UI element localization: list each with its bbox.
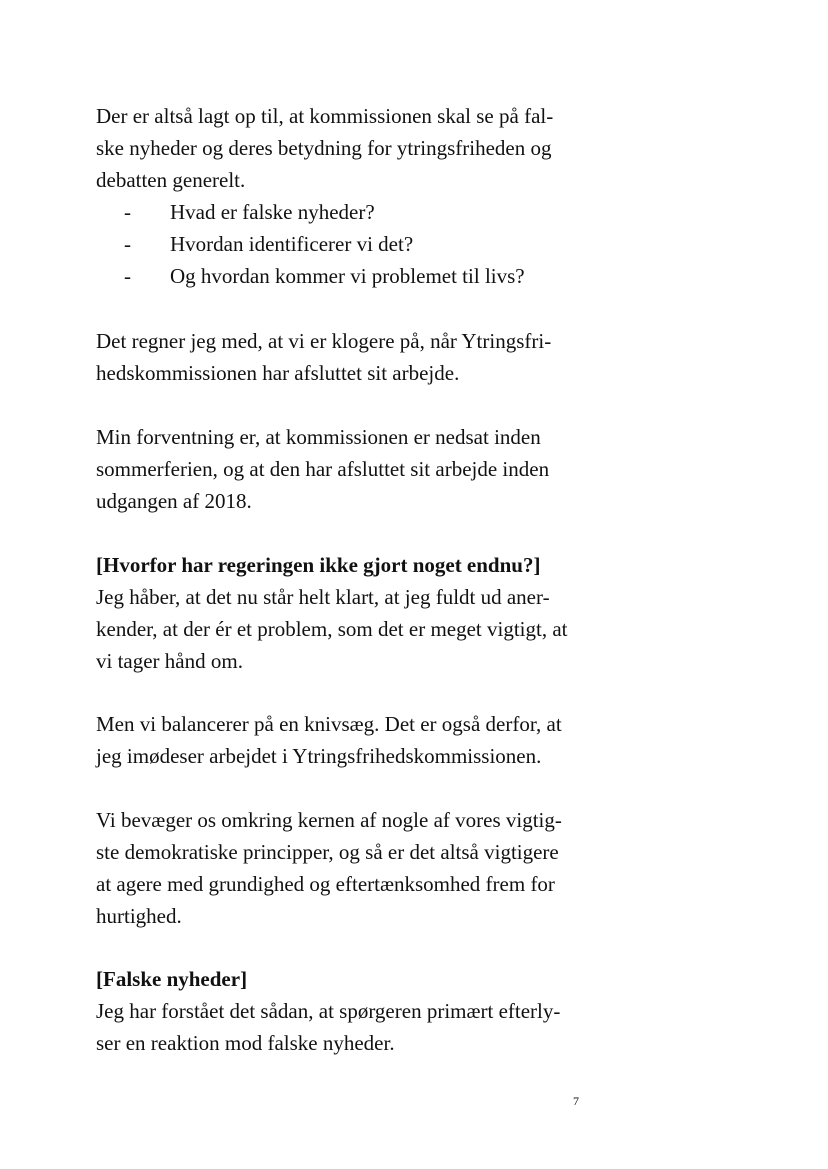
text-line: at agere med grundighed og eftertænksomhed frem for [96, 872, 555, 896]
text-line: Jeg håber, at det nu står helt klart, at jeg fuldt ud aner- [96, 585, 550, 609]
text-line: vi tager hånd om. [96, 649, 243, 673]
list-item-text: Hvordan identificerer vi det? [170, 232, 414, 256]
list-item [118, 228, 606, 260]
section-fake-news [96, 963, 606, 1059]
text-line: Vi bevæger os omkring kernen af nogle af vores vigtig- [96, 808, 562, 832]
dash-marker: - [124, 264, 131, 288]
text-line: ske nyheder og deres betydning for ytringsfriheden og [96, 136, 552, 160]
text-line: jeg imødeser arbejdet i Ytringsfrihedskommissionen. [96, 744, 542, 768]
dash-marker: - [124, 232, 131, 256]
text-line: Men vi balancerer på en knivsæg. Det er også derfor, at [96, 712, 562, 736]
list-item-text: Hvad er falske nyheder? [170, 200, 375, 224]
list-item-text: Og hvordan kommer vi problemet til livs? [170, 264, 525, 288]
section-heading: [Falske nyheder] [96, 967, 248, 991]
text-line: Det regner jeg med, at vi er klogere på, når Ytringsfri- [96, 329, 552, 353]
text-line: hedskommissionen har afsluttet sit arbejde. [96, 361, 460, 385]
section-why-not-yet [96, 549, 606, 677]
text-line: Der er altså lagt op til, at kommissionen skal se på fal- [96, 104, 554, 128]
text-line: debatten generelt. [96, 168, 246, 192]
text-line: ste demokratiske principper, og så er det altså vigtigere [96, 840, 559, 864]
list-item [118, 196, 606, 228]
section-heading: [Hvorfor har regeringen ikke gjort noget endnu?] [96, 553, 541, 577]
text-line: hurtighed. [96, 904, 182, 928]
text-line: kender, at der ér et problem, som det er meget vigtigt, at [96, 617, 568, 641]
paragraph-intro [96, 100, 606, 196]
list-item [118, 260, 606, 292]
text-line: ser en reaktion mod falske nyheder. [96, 1031, 395, 1055]
question-list [96, 196, 606, 292]
text-line: sommerferien, og at den har afsluttet sit arbejde inden [96, 457, 550, 481]
text-line: Min forventning er, at kommissionen er nedsat inden [96, 425, 541, 449]
paragraph-principles [96, 804, 606, 932]
paragraph-expectation [96, 325, 606, 389]
dash-marker: - [124, 200, 131, 224]
page-number: 7 [573, 1094, 579, 1108]
paragraph-timeline [96, 421, 606, 517]
text-line: udgangen af 2018. [96, 489, 252, 513]
text-line: Jeg har forstået det sådan, at spørgeren primært efterly- [96, 999, 561, 1023]
paragraph-balance [96, 708, 606, 772]
